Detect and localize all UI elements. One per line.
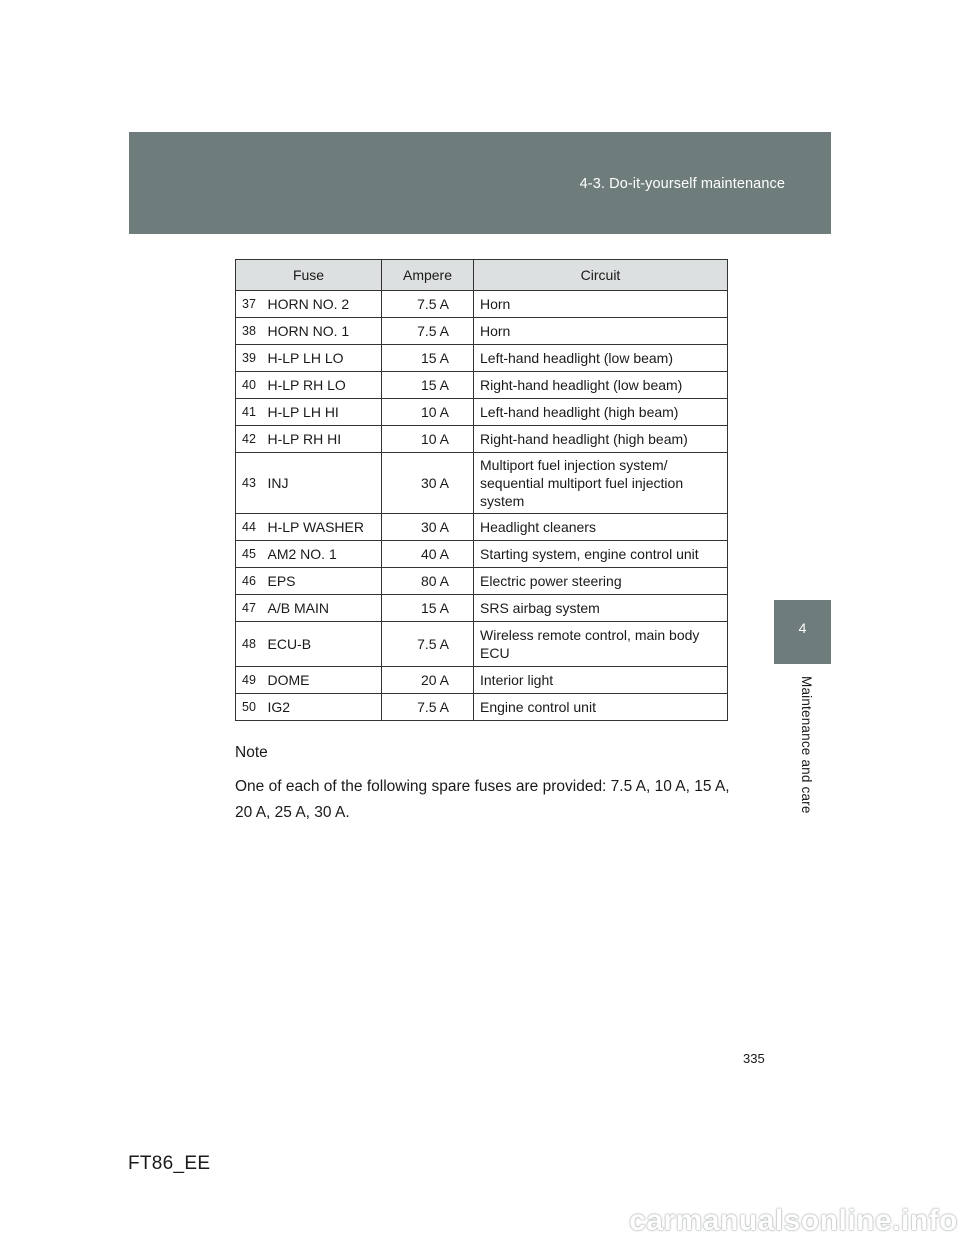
ampere-cell: 7.5 A	[382, 318, 474, 345]
fuse-number-cell: 39	[236, 345, 266, 372]
table-row	[236, 426, 728, 453]
table-row	[236, 694, 728, 721]
header-band	[129, 132, 831, 234]
fuse-name-cell: H-LP RH LO	[266, 372, 382, 399]
circuit-cell: Wireless remote control, main body ECU	[474, 622, 728, 667]
fuse-number-cell: 44	[236, 514, 266, 541]
table-row	[236, 622, 728, 667]
ampere-cell: 7.5 A	[382, 694, 474, 721]
chapter-label: Maintenance and care	[799, 676, 814, 814]
table-row	[236, 568, 728, 595]
fuse-number-cell: 41	[236, 399, 266, 426]
ampere-cell: 30 A	[382, 514, 474, 541]
column-header-ampere: Ampere	[382, 260, 474, 291]
fuse-name-cell: INJ	[266, 453, 382, 514]
circuit-cell: Interior light	[474, 667, 728, 694]
fuse-number-cell: 47	[236, 595, 266, 622]
section-title: 4-3. Do-it-yourself maintenance	[579, 176, 785, 192]
ampere-cell: 7.5 A	[382, 291, 474, 318]
table-row	[236, 372, 728, 399]
table-row	[236, 667, 728, 694]
fuse-number-cell: 43	[236, 453, 266, 514]
fuse-name-cell: AM2 NO. 1	[266, 541, 382, 568]
circuit-cell: Starting system, engine control unit	[474, 541, 728, 568]
fuse-name-cell: H-LP WASHER	[266, 514, 382, 541]
ampere-cell: 15 A	[382, 595, 474, 622]
fuse-name-cell: ECU-B	[266, 622, 382, 667]
ampere-cell: 15 A	[382, 372, 474, 399]
fuse-number-cell: 38	[236, 318, 266, 345]
circuit-cell: Horn	[474, 318, 728, 345]
fuse-name-cell: EPS	[266, 568, 382, 595]
note-title: Note	[235, 744, 268, 761]
circuit-cell: Left-hand headlight (low beam)	[474, 345, 728, 372]
circuit-cell: Multiport fuel injection system/ sequential multiport fuel injection system	[474, 453, 728, 514]
fuse-name-cell: HORN NO. 2	[266, 291, 382, 318]
chapter-tab	[774, 600, 831, 664]
circuit-cell: Right-hand headlight (high beam)	[474, 426, 728, 453]
note-text: One of each of the following spare fuses are provided: 7.5 A, 10 A, 15 A, 20 A, 25 A, 30 A.	[235, 778, 730, 821]
circuit-cell: Electric power steering	[474, 568, 728, 595]
fuse-number-cell: 40	[236, 372, 266, 399]
circuit-cell: Horn	[474, 291, 728, 318]
table-row	[236, 399, 728, 426]
column-header-fuse: Fuse	[236, 260, 382, 291]
fuse-name-cell: H-LP LH LO	[266, 345, 382, 372]
circuit-cell: Left-hand headlight (high beam)	[474, 399, 728, 426]
table-row	[236, 595, 728, 622]
circuit-cell: SRS airbag system	[474, 595, 728, 622]
fuse-number-cell: 42	[236, 426, 266, 453]
watermark-logo	[630, 1200, 960, 1242]
ampere-cell: 40 A	[382, 541, 474, 568]
circuit-cell: Right-hand headlight (low beam)	[474, 372, 728, 399]
fuse-table	[235, 259, 728, 721]
fuse-number-cell: 37	[236, 291, 266, 318]
page-number: 335	[743, 1051, 765, 1066]
fuse-name-cell: HORN NO. 1	[266, 318, 382, 345]
table-row	[236, 318, 728, 345]
ampere-cell: 10 A	[382, 399, 474, 426]
ampere-cell: 10 A	[382, 426, 474, 453]
fuse-name-cell: IG2	[266, 694, 382, 721]
fuse-number-cell: 48	[236, 622, 266, 667]
circuit-cell: Headlight cleaners	[474, 514, 728, 541]
fuse-name-cell: H-LP RH HI	[266, 426, 382, 453]
table-row	[236, 345, 728, 372]
watermark-text: carmanualsonline.info	[629, 1204, 958, 1237]
fuse-number-cell: 45	[236, 541, 266, 568]
column-header-circuit: Circuit	[474, 260, 728, 291]
fuse-name-cell: DOME	[266, 667, 382, 694]
table-row	[236, 514, 728, 541]
fuse-number-cell: 49	[236, 667, 266, 694]
table-header-row	[236, 260, 728, 291]
fuse-name-cell: H-LP LH HI	[266, 399, 382, 426]
fuse-name-cell: A/B MAIN	[266, 595, 382, 622]
ampere-cell: 15 A	[382, 345, 474, 372]
chapter-number: 4	[798, 620, 807, 636]
ampere-cell: 20 A	[382, 667, 474, 694]
table-row	[236, 453, 728, 514]
ampere-cell: 7.5 A	[382, 622, 474, 667]
ampere-cell: 80 A	[382, 568, 474, 595]
table-row	[236, 541, 728, 568]
footer-code: FT86_EE	[128, 1153, 211, 1174]
table-row	[236, 291, 728, 318]
fuse-number-cell: 50	[236, 694, 266, 721]
circuit-cell: Engine control unit	[474, 694, 728, 721]
fuse-number-cell: 46	[236, 568, 266, 595]
ampere-cell: 30 A	[382, 453, 474, 514]
